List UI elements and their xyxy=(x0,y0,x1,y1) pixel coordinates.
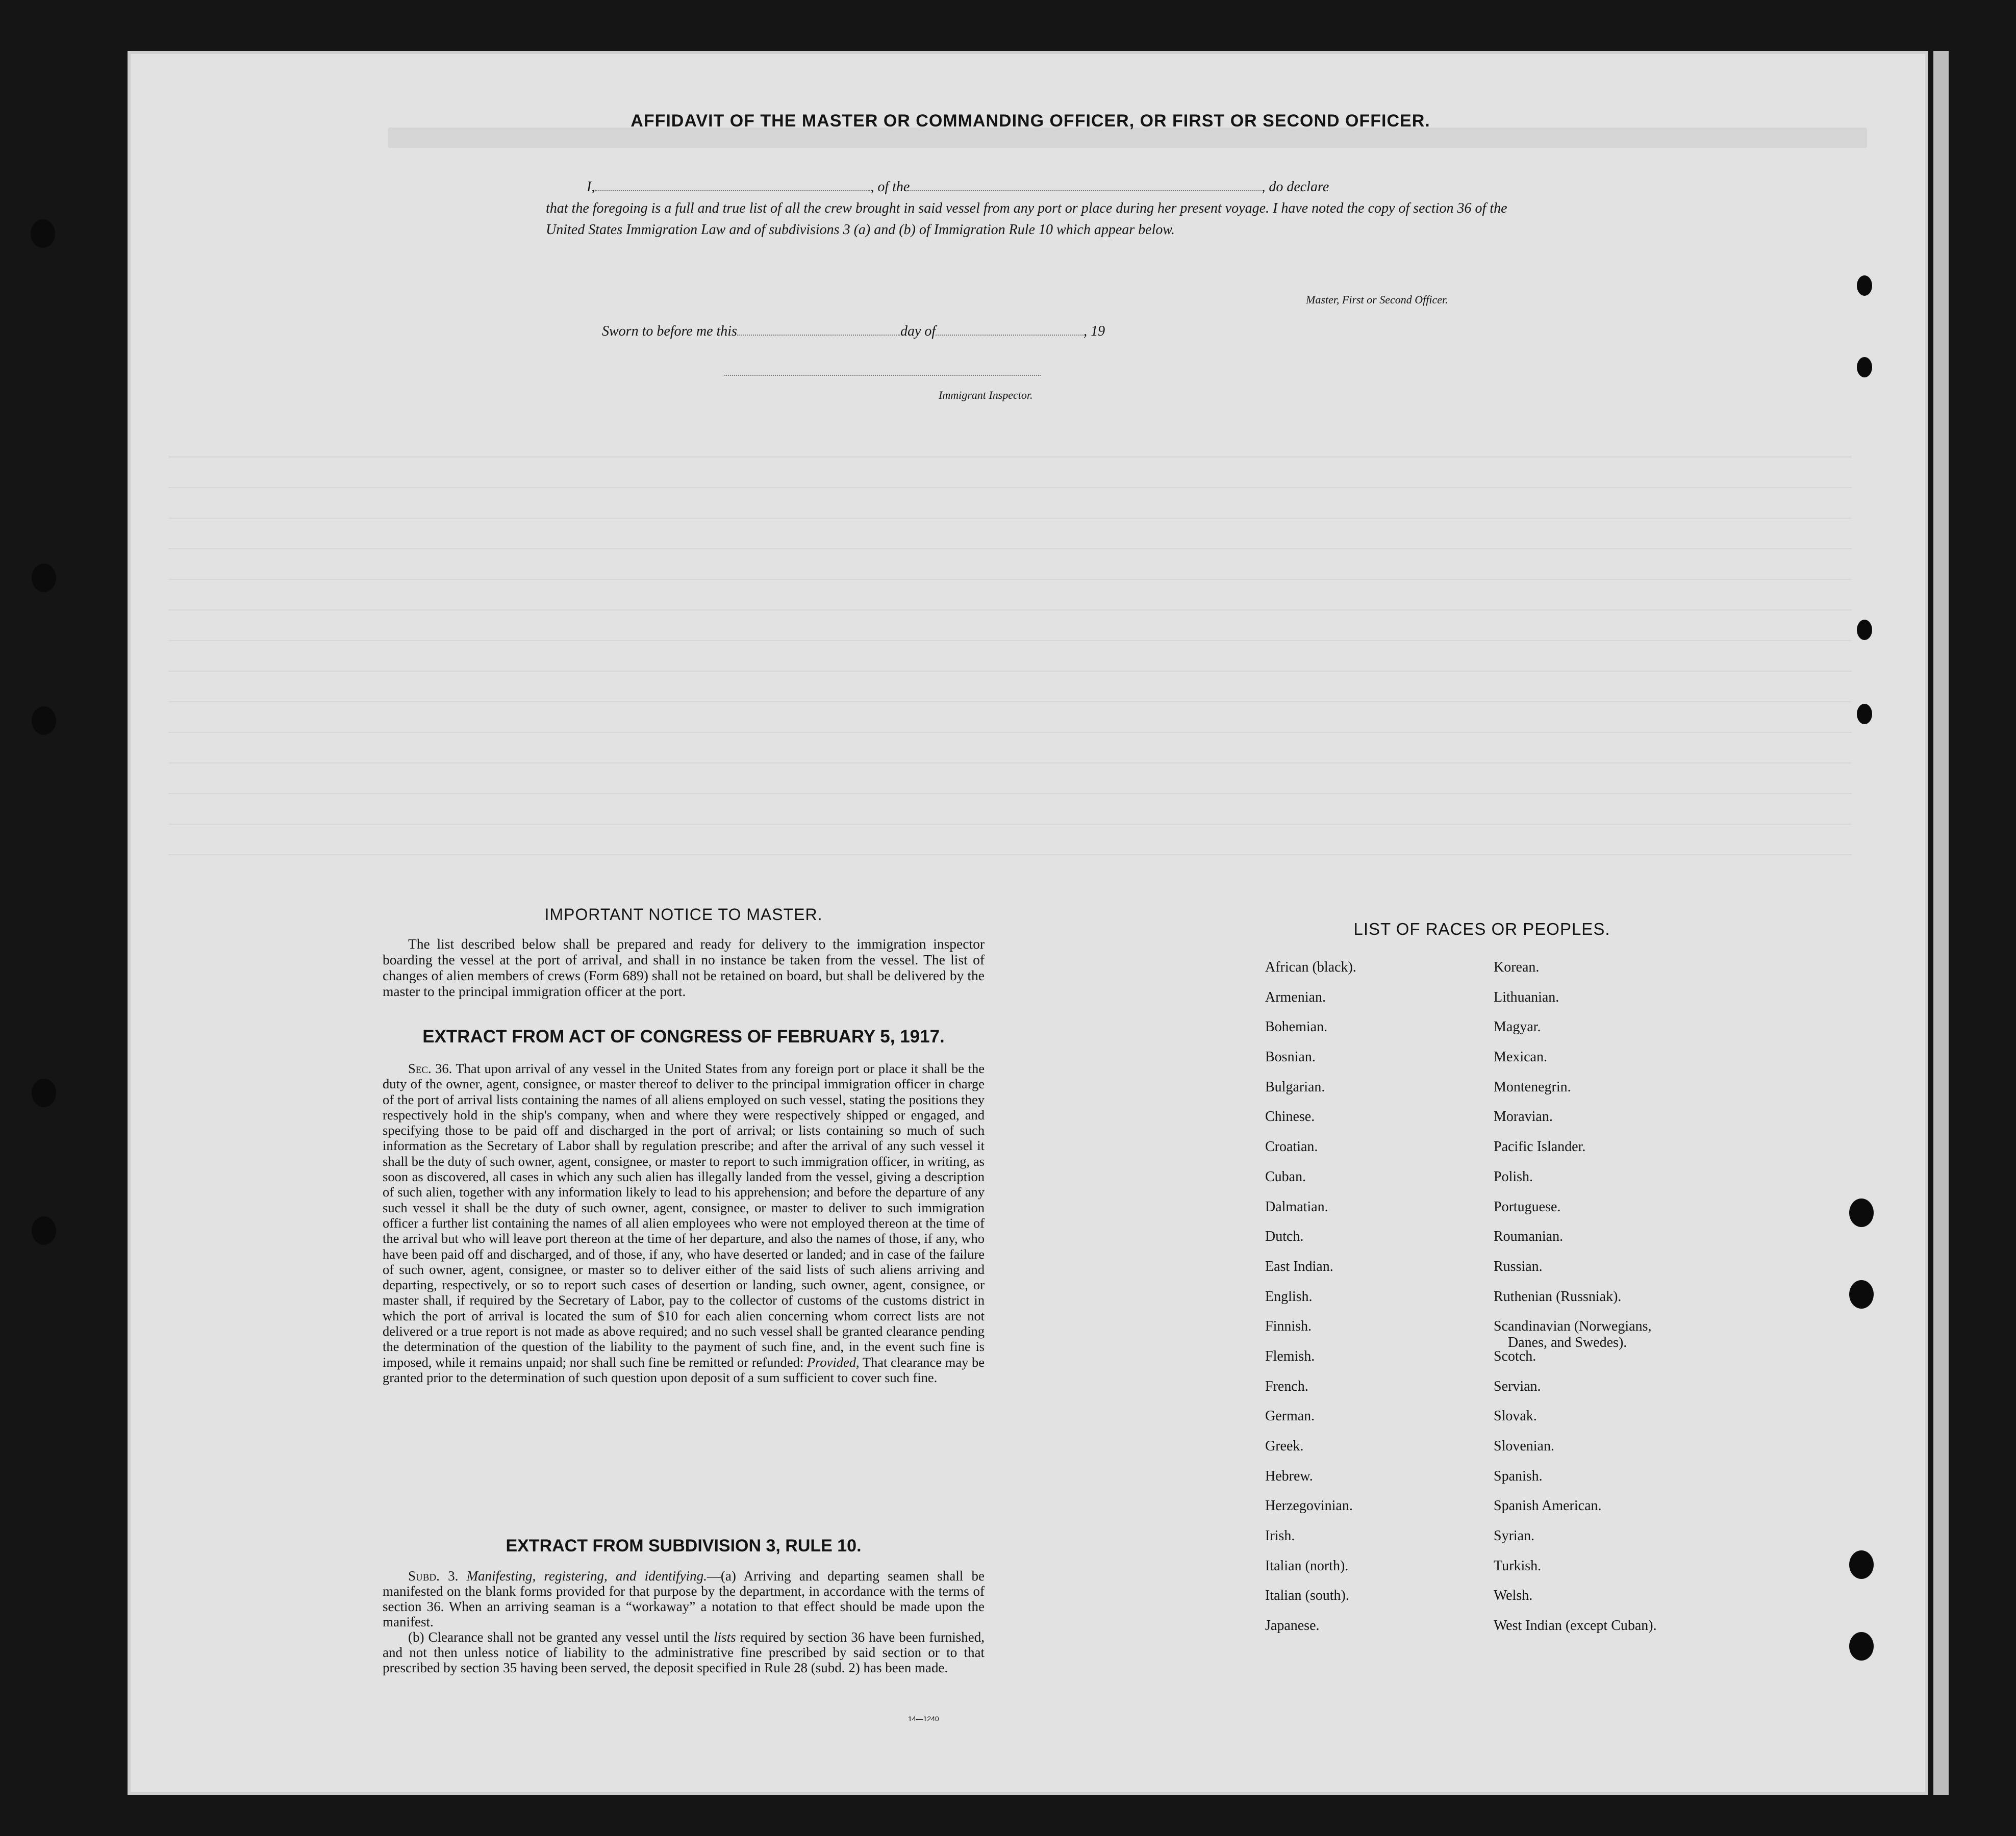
race-item xyxy=(1494,1348,1738,1378)
race-label: Bosnian. xyxy=(1265,1049,1316,1065)
race-label: Cuban. xyxy=(1265,1168,1306,1185)
race-item xyxy=(1494,1587,1738,1617)
race-label: Italian (south). xyxy=(1265,1588,1349,1604)
race-item xyxy=(1494,989,1738,1019)
race-label: Lithuanian. xyxy=(1494,989,1559,1005)
show-through-rule xyxy=(168,640,1852,641)
act-text: That upon arrival of any vessel in the United States from any foreign port or place it shall be the duty of the owner, agent, consignee, or master thereof to deliver to the principal immigration officer in charge of the port of arrival lists containing the names of all aliens employed on such vessel, stating the positions they respectively hold in the ship's company, when and where they were respectively shipped or engaged, and specifying those to be paid off and discharged in the port of arrival; or lists containing so much of such information as the Secretary of Labor shall by regulation prescribe; and after the arrival of any such vessel it shall be the duty of such owner, agent, consignee, or master to report to such immigration officer, in writing, as soon as discovered, all cases in which any such alien has illegally landed from the vessel, giving a description of such alien, together with any information likely to lead to his apprehension; and before the departure of any such vessel it shall be the duty of such owner, agent, consignee, or master to deliver to such immigration officer a further list containing the names of all alien employees who were not employed thereon at the time of the arrival but who will leave port thereon at the time of her departure, and also the names of those, if any, who have been paid off and discharged, and of those, if any, who have deserted or landed; and in case of the failure of such owner, agent, consignee, or master so to deliver either of the said lists of such aliens arriving and departing, respectively, or so to report such cases of desertion or landing, such owner, agent, consignee, or master shall, if required by the Secretary of Labor, pay to the collector of customs of the customs district in which the port of arrival is located the sum of $10 for each alien concerning whom correct lists are not delivered or a true report is not made as above required; and no such vessel shall be granted clearance pending the determination of the question of the liability to the payment of such fine, and, in the event such fine is imposed, while it remains unpaid; nor shall such fine be remitted or refunded: xyxy=(383,1061,985,1370)
race-item xyxy=(1494,1108,1738,1138)
race-label: French. xyxy=(1265,1378,1308,1394)
act-provided: Provided, xyxy=(807,1354,860,1370)
race-label: Slovak. xyxy=(1494,1408,1537,1424)
race-item xyxy=(1494,1527,1738,1558)
race-item xyxy=(1494,1497,1738,1527)
vessel-name-field[interactable] xyxy=(910,176,1262,191)
binder-hole xyxy=(1857,620,1872,640)
race-label: Dutch. xyxy=(1265,1229,1304,1245)
race-label: English. xyxy=(1265,1288,1313,1305)
race-label: Moravian. xyxy=(1494,1109,1553,1125)
race-item xyxy=(1265,1378,1449,1408)
races-list-left xyxy=(1265,959,1449,1647)
race-item xyxy=(1265,1408,1449,1438)
race-item xyxy=(1494,1438,1738,1468)
race-label: Slovenian. xyxy=(1494,1438,1554,1454)
race-label: Armenian. xyxy=(1265,989,1326,1005)
race-item xyxy=(1494,1018,1738,1049)
binder-hole xyxy=(32,1216,56,1245)
sworn-prefix: Sworn to before me this xyxy=(602,323,737,339)
show-through-rule xyxy=(168,762,1852,763)
officer-name-field[interactable] xyxy=(595,176,870,191)
subdivision-para-a xyxy=(383,1568,985,1629)
binder-hole xyxy=(1857,704,1872,724)
race-item xyxy=(1265,1108,1449,1138)
race-label: German. xyxy=(1265,1408,1315,1424)
race-label: Magyar. xyxy=(1494,1019,1541,1035)
race-label: Russian. xyxy=(1494,1258,1543,1274)
races-title: LIST OF RACES OR PEOPLES. xyxy=(1353,920,1610,938)
act-text-end: That clearance may be granted prior to the determination of such question upon deposit of a sum sufficient to cover such fine. xyxy=(383,1354,985,1385)
race-label: African (black). xyxy=(1265,959,1356,975)
sworn-day-of: day of xyxy=(900,323,936,339)
race-item xyxy=(1494,1558,1738,1588)
sworn-month-field[interactable] xyxy=(936,321,1083,336)
affidavit-declaration-line xyxy=(546,176,1530,198)
race-label: Italian (north). xyxy=(1265,1558,1349,1574)
race-item xyxy=(1265,1018,1449,1049)
affidavit-declare: , do declare xyxy=(1262,179,1329,195)
race-label-continued: Danes, and Swedes). xyxy=(1508,1335,1627,1351)
race-label: Spanish American. xyxy=(1494,1498,1602,1514)
act-title: EXTRACT FROM ACT OF CONGRESS OF FEBRUARY 5, 1917. xyxy=(422,1027,945,1047)
signature-caption: Master, First or Second Officer. xyxy=(1306,293,1448,306)
race-item xyxy=(1265,1497,1449,1527)
subdivision-para-b xyxy=(383,1629,985,1675)
show-through-rule xyxy=(168,487,1852,488)
notice-body: The list described below shall be prepared and ready for delivery to the immigration inspector boarding the vessel at the port of arrival, and shall in no instance be taken from the vessel. The list of changes of alien members of crews (Form 689) shall not be retained on board, but shall be delivered by the master to the principal immigration officer at the port. xyxy=(383,936,985,999)
race-label: Chinese. xyxy=(1265,1109,1315,1125)
notice-title: IMPORTANT NOTICE TO MASTER. xyxy=(544,905,823,924)
race-label: Dalmatian. xyxy=(1265,1198,1328,1215)
subdivision-title: EXTRACT FROM SUBDIVISION 3, RULE 10. xyxy=(506,1536,862,1556)
show-through-rule xyxy=(168,671,1852,672)
race-item xyxy=(1265,989,1449,1019)
race-item xyxy=(1265,1168,1449,1198)
race-item xyxy=(1494,1168,1738,1198)
show-through-rule xyxy=(168,609,1852,610)
race-item xyxy=(1265,1348,1449,1378)
subdivision-body xyxy=(383,1568,985,1675)
race-item xyxy=(1494,1378,1738,1408)
race-item xyxy=(1265,1527,1449,1558)
subdivision-heading: Manifesting, registering, and identifying. xyxy=(466,1568,707,1584)
race-item xyxy=(1265,1049,1449,1079)
race-label: Montenegrin. xyxy=(1494,1079,1571,1095)
race-label: East Indian. xyxy=(1265,1258,1333,1274)
race-label: Turkish. xyxy=(1494,1558,1542,1574)
page-edge xyxy=(1933,51,1949,1795)
form-number: 14—1240 xyxy=(908,1715,939,1723)
show-through-rule xyxy=(168,701,1852,702)
binder-hole xyxy=(32,1079,56,1107)
race-label: Mexican. xyxy=(1494,1049,1547,1065)
race-item xyxy=(1265,1258,1449,1288)
race-label: Japanese. xyxy=(1265,1618,1320,1634)
race-label: Roumanian. xyxy=(1494,1229,1564,1245)
sworn-line xyxy=(602,321,1214,340)
race-item xyxy=(1494,1049,1738,1079)
show-through-rule xyxy=(168,824,1852,825)
race-item xyxy=(1494,1198,1738,1229)
race-label: Finnish. xyxy=(1265,1318,1312,1335)
binder-hole xyxy=(1849,1198,1874,1227)
race-item xyxy=(1265,1587,1449,1617)
race-label: Polish. xyxy=(1494,1168,1533,1185)
binder-hole xyxy=(1857,357,1872,377)
binder-hole xyxy=(1849,1632,1874,1661)
race-item xyxy=(1265,1438,1449,1468)
affidavit-text xyxy=(546,176,1530,241)
binder-hole xyxy=(32,564,56,592)
race-item xyxy=(1265,1558,1449,1588)
race-label: Hebrew. xyxy=(1265,1468,1313,1484)
race-label: Irish. xyxy=(1265,1528,1295,1544)
races-list-right xyxy=(1494,959,1738,1647)
act-body xyxy=(383,1061,985,1385)
binder-hole xyxy=(1849,1280,1874,1309)
race-item xyxy=(1494,959,1738,989)
sworn-year: , 19 xyxy=(1083,323,1105,339)
act-section-label: Sec. 36. xyxy=(408,1061,452,1076)
race-label: Welsh. xyxy=(1494,1588,1533,1604)
race-label: Herzegovinian. xyxy=(1265,1498,1353,1514)
race-item xyxy=(1265,1318,1449,1348)
race-label: Scotch. xyxy=(1494,1348,1536,1364)
race-item xyxy=(1265,1138,1449,1168)
sworn-day-field[interactable] xyxy=(737,321,900,336)
show-through-rule xyxy=(168,456,1852,457)
inspector-caption: Immigrant Inspector. xyxy=(939,389,1033,401)
subdivision-para-a-text: —(a) Arriving and departing seamen shall be manifested on the blank forms provided for that purpose by the department, in accordance with the terms of section 36. When an arriving seaman is a “workaway” a notation to that effect should be made upon the manifest. xyxy=(383,1568,985,1629)
race-item xyxy=(1265,1617,1449,1647)
race-label: Croatian. xyxy=(1265,1139,1318,1155)
race-item xyxy=(1265,1079,1449,1109)
race-label: Bohemian. xyxy=(1265,1019,1328,1035)
race-item xyxy=(1494,1318,1738,1351)
race-label: Portuguese. xyxy=(1494,1198,1561,1215)
race-item xyxy=(1494,1258,1738,1288)
binder-hole xyxy=(1849,1550,1874,1579)
subdivision-para-b-rest: required by section 36 have been furnished, and not then unless notice of liability to the administrative fine prescribed by said section or to that prescribed by section 35 having been served, the deposit specified in Rule 28 (subd. 2) has been made. xyxy=(383,1629,985,1675)
show-through-rule xyxy=(168,854,1852,855)
affidavit-title: AFFIDAVIT OF THE MASTER OR COMMANDING OFFICER, OR FIRST OR SECOND OFFICER. xyxy=(631,111,1430,131)
race-label: Bulgarian. xyxy=(1265,1079,1325,1095)
show-through-rule xyxy=(168,579,1852,580)
race-item xyxy=(1265,1468,1449,1498)
race-label: Syrian. xyxy=(1494,1528,1535,1544)
race-label: Korean. xyxy=(1494,959,1540,975)
subdivision-para-b-prefix: (b) Clearance shall not be granted any vessel until the xyxy=(408,1629,710,1645)
race-label: Ruthenian (Russniak). xyxy=(1494,1288,1622,1305)
subdivision-para-b-lists: lists xyxy=(714,1629,736,1645)
race-item xyxy=(1494,1138,1738,1168)
inspector-signature-field[interactable] xyxy=(724,375,1041,376)
show-through-rule xyxy=(168,732,1852,733)
show-through-rule xyxy=(168,548,1852,549)
race-item xyxy=(1494,1079,1738,1109)
race-item xyxy=(1265,1228,1449,1258)
race-item xyxy=(1494,1288,1738,1318)
race-item xyxy=(1494,1468,1738,1498)
race-item xyxy=(1494,1228,1738,1258)
race-label: Scandinavian (Norwegians, xyxy=(1494,1318,1652,1335)
binder-hole xyxy=(32,706,56,735)
binder-hole xyxy=(1857,275,1872,296)
show-through-rule xyxy=(168,793,1852,794)
binder-hole xyxy=(31,219,55,248)
affidavit-i: I, xyxy=(587,179,595,195)
race-label: Flemish. xyxy=(1265,1348,1315,1364)
race-label: Greek. xyxy=(1265,1438,1304,1454)
race-item xyxy=(1265,1288,1449,1318)
show-through-rule xyxy=(168,518,1852,519)
race-item xyxy=(1265,1198,1449,1229)
race-label: Spanish. xyxy=(1494,1468,1543,1484)
race-label: Servian. xyxy=(1494,1378,1541,1394)
affidavit-of-the: , of the xyxy=(870,179,910,195)
affidavit-body: that the foregoing is a full and true list of all the crew brought in said vessel from any port or place during her present voyage. I have noted the copy of section 36 of the United States Immigration Law and of subdivisions 3 (a) and (b) of Immigration Rule 10 which appear below. xyxy=(546,200,1507,238)
race-label: Pacific Islander. xyxy=(1494,1139,1586,1155)
race-item xyxy=(1265,959,1449,989)
race-item xyxy=(1494,1617,1738,1647)
race-item xyxy=(1494,1408,1738,1438)
race-label: West Indian (except Cuban). xyxy=(1494,1618,1657,1634)
subdivision-label: Subd. 3. xyxy=(408,1568,459,1584)
